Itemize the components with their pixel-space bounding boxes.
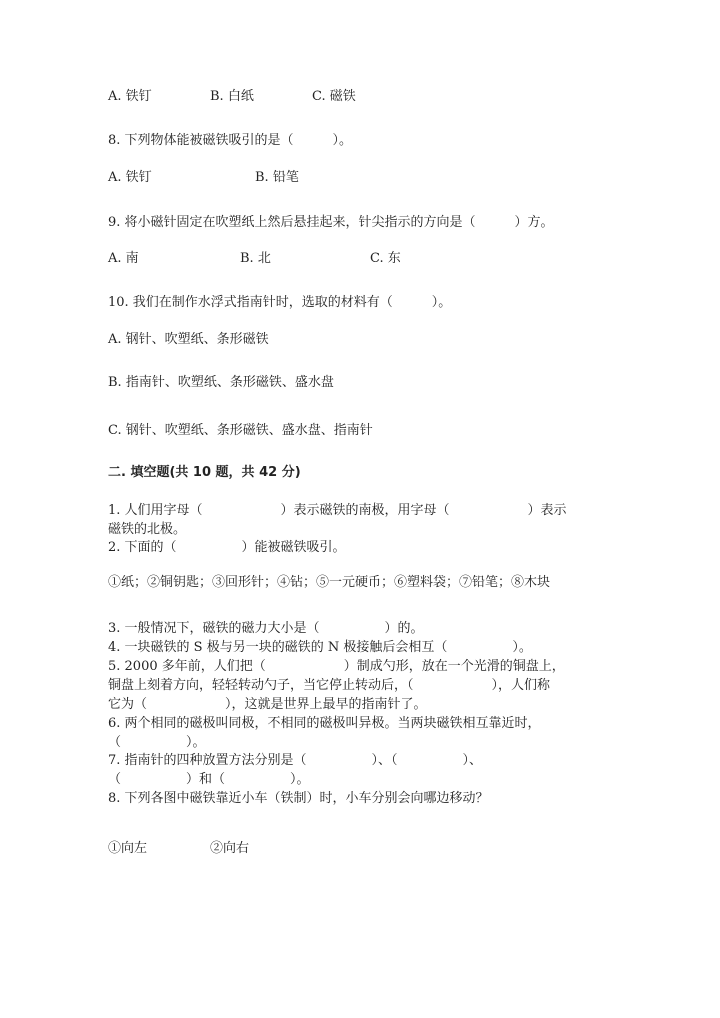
fill-q8-option-2: ②向右 (210, 841, 250, 856)
fill-q1-line1: 1. 人们用字母（ ）表示磁铁的南极，用字母（ ）表示 (108, 503, 567, 518)
fill-q8: 8. 下列各图中磁铁靠近小车（铁制）时，小车分别会向哪边移动？ (108, 791, 489, 806)
fill-q4: 4. 一块磁铁的 S 极与另一块的磁铁的 N 极接触后会相互（ ）。 (108, 640, 532, 655)
q8-option-a: A. 铁钉 (108, 170, 152, 185)
q7-option-c: C. 磁铁 (312, 89, 356, 104)
fill-q1-line2: 磁铁的北极。 (108, 522, 187, 537)
fill-q7-line1: 7. 指南针的四种放置方法分别是（ ）、（ ）、 (108, 753, 483, 768)
q9-option-c: C. 东 (370, 251, 401, 266)
fill-q5-line2: 铜盘上刻着方向，轻轻转动勺子，当它停止转动后，（ ），人们称 (108, 678, 551, 693)
q10-option-b: B. 指南针、吹塑纸、条形磁铁、盛水盘 (108, 375, 334, 390)
fill-q2: 2. 下面的（ ）能被磁铁吸引。 (108, 540, 346, 555)
q9-option-a: A. 南 (108, 251, 139, 266)
q8-option-b: B. 铅笔 (255, 170, 299, 185)
q7-option-b: B. 白纸 (210, 89, 254, 104)
section-2-heading: 二. 填空题(共 10 题，共 42 分) (108, 465, 301, 480)
fill-q3: 3. 一般情况下，磁铁的磁力大小是（ ）的。 (108, 621, 424, 636)
q10-stem: 10. 我们在制作水浮式指南针时，选取的材料有（ ）。 (108, 295, 452, 310)
q9-stem: 9. 将小磁针固定在吹塑纸上然后悬挂起来，针尖指示的方向是（ ）方。 (108, 215, 554, 230)
q7-option-a: A. 铁钉 (108, 89, 152, 104)
q8-stem: 8. 下列物体能被磁铁吸引的是（ ）。 (108, 133, 353, 148)
fill-q7-line2: （ ）和（ ）。 (108, 772, 310, 787)
fill-q5-line3: 它为（ ），这就是世界上最早的指南针了。 (108, 697, 427, 712)
q10-option-c: C. 钢针、吹塑纸、条形磁铁、盛水盘、指南针 (108, 423, 373, 438)
fill-q6-line2: （ ）。 (108, 735, 206, 750)
fill-q2-items: ①纸；②铜钥匙；③回形针；④钻；⑤一元硬币；⑥塑料袋；⑦铅笔；⑧木块 (108, 575, 551, 590)
fill-q8-option-1: ①向左 (108, 841, 148, 856)
q9-option-b: B. 北 (240, 251, 271, 266)
q10-option-a: A. 钢针、吹塑纸、条形磁铁 (108, 332, 269, 347)
fill-q6-line1: 6. 两个相同的磁极叫同极，不相同的磁极叫异极。当两块磁铁相互靠近时， (108, 716, 541, 731)
fill-q5-line1: 5. 2000 多年前，人们把（ ）制成勺形，放在一个光滑的铜盘上， (108, 659, 565, 674)
